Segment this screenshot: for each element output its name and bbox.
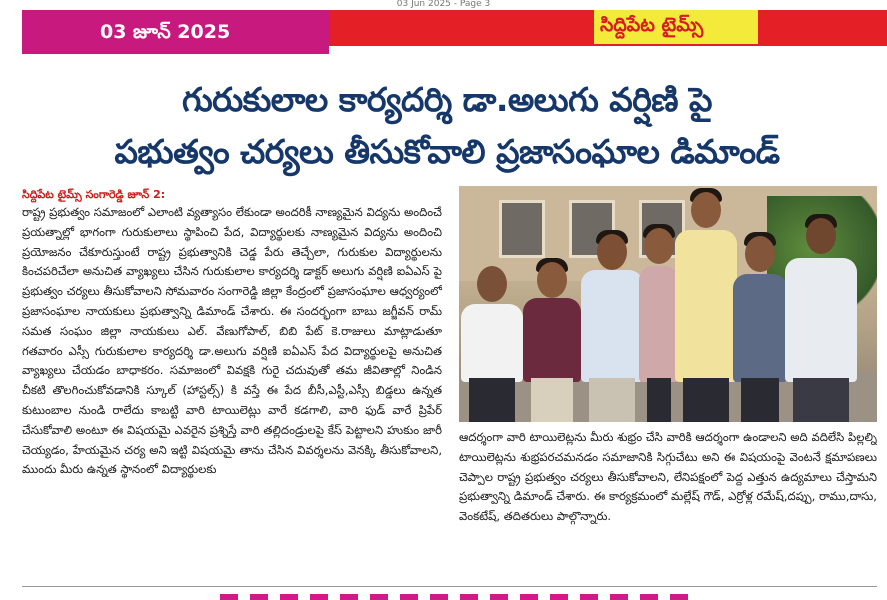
article-body-left-column [22,203,442,583]
headline-line-1: గురుకులాల కార్యదర్శి డా.అలుగు వర్షిణి పై [182,80,712,119]
photo-person-7 [785,202,857,422]
photo-person-3 [581,210,643,422]
next-article-headline-cropped [220,594,700,600]
masthead-title: సిద్దిపేట టైమ్స్ [600,14,704,36]
headline-line-2: పభుత్వం చర్యలు తీసుకోవాలి ప్రజాసంఘాల డిమాండ్ [114,132,780,171]
photo-person-2 [523,222,581,422]
article-paragraph: ఆదర్శంగా వారి టాయిలెట్లను మీరు శుభ్రం చేసి వారికి ఆదర్శంగా ఉండాలని అది వదిలేసి పిల్లల్ని టాయిలెట్లను శుభ్రపరచమనడం సమాజానికి సిగ్గుచేటు అని ఈ విషయంపై వెంటనే క్షమాపణలు చెప్పాల రాష్ట్ర ప్రభుత్వం చర్యలు తీసుకోవాలని, లేనిపక్షంలో పెద్ద ఎత్తున ఉద్యమాలు చేస్తామని ప్రభుత్వాన్ని డిమాండ్ చేశారు. ఈ కార్యక్రమంలో మల్లేష్ గౌడ్, ఎర్రోళ్ల రమేష్,దప్పు, రాము,దాసు, వెంకటేష్, తదితరులు పాల్గొన్నారు. [459,430,877,524]
photo-person-4 [639,222,679,422]
photo-person-1 [461,232,523,422]
date-banner [22,10,329,54]
masthead-logo [594,10,758,44]
page-caption: 03 Jun 2025 - Page 3 [396,0,491,8]
byline: సిద్దిపేట టైమ్స్ సంగారెడ్డి జూన్ 2: [22,188,166,201]
bottom-divider [22,586,877,587]
date-text: 03 జూన్ 2025 [100,21,231,43]
article-body-right-column [459,428,877,568]
article-photo [459,186,877,422]
photo-person-5 [675,186,737,422]
photo-person-6 [733,212,787,422]
article-paragraph: రాష్ట్ర ప్రభుత్వం సమాజంలో ఎలాంటి వ్యత్యాసం లేకుండా అందరికీ నాణ్యమైన విద్యను అందించే ప్రయత్నాల్లో భాగంగా గురుకులాలు స్థాపించి పేద, విద్యార్థులకు నాణ్యమైన విద్యను అందించి ప్రయోజనం చేకూరుస్తుంటే రాష్ట్ర ప్రభుత్వానికి చెడ్డ పేరు తెచ్చేలా, గురుకుల విద్యార్థులను కించపరిచేలా అనుచిత వ్యాఖ్యలు చేసిన గురుకులాల కార్యదర్శి డాక్టర్ అలుగు వర్షిణి ఐఏఎస్ పై ప్రభుత్వం చర్యలు తీసుకోవాలని సోమవారం సంగారెడ్డి జిల్లా కేంద్రంలో ప్రజాసంఘాల ఆధ్వర్యంలో ప్రజాసంఘాల నాయకులు ప్రభుత్వాన్ని డిమాండ్ చేశారు. ఈ సందర్భంగా బాబు జగ్జీవన్ రామ్ సమత సంఘం జిల్లా నాయకులు ఎల్. వేణుగోపాల్, బిబి పేట్ కె.రాజులు మాట్లాడుతూ గతవారం ఎస్సీ గురుకులాల కార్యదర్శి డా.అలుగు వర్షిణి ఐఏఎస్ పేద విద్యార్థులపై అనుచిత వ్యాఖ్యలు చేయడం బాధాకరం. సమాజంలో వివక్షకి గురై చదువుతో తమ జీవితాల్లో నిండిన చీకటి తొలగించుకోవడానికి స్కూల్ (హాస్టల్స్) కి వస్తే ఈ పేద బీసీ,ఎస్టీ,ఎస్సీ బిడ్డలు ఉన్నత కుటుంబాల నుండి రాలేదు కాబట్టి వారి టాయిలెట్లు వారే కడగాలి, వారి ఫుడ్ వారే ప్రిపేర్ చేసుకోవాలి అంటూ ఈ విషయమై ఎవరైన ప్రశ్నిస్తే వారి తల్లిదండ్రులపై కేస్ పెట్టాలని హుకుం జారీ చెయ్యడం, హేయమైన చర్య అని ఇట్టి విషయమై తాను చేసిన వివర్శలను వెనక్కి తీసుకోవాలని, ముందు మీరు ఉన్నత స్థానంలో విద్యార్థులకు [22,205,442,477]
